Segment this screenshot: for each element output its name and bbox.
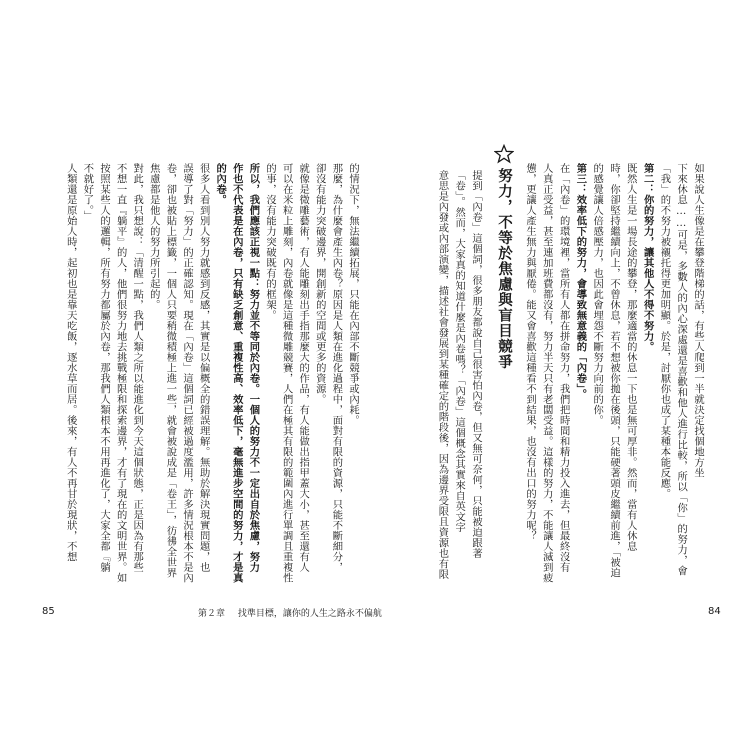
text-column: 卻沒有能力突破邊界，開創新的空間或更多的資源。 bbox=[313, 163, 326, 405]
text-column: 不就好了。」 bbox=[81, 163, 94, 221]
text-column: 不想一直『躺平』的人，他們很努力地去挑戰極限和探索邊界，才有了現在的文明世界。如 bbox=[114, 163, 127, 583]
running-title: 找準目標，讓你的人生之路永不偏航 bbox=[237, 609, 382, 619]
text-column: 「我」的不努力被襯托得更加明顯。於是，討厭你也成了某種本能反應。 bbox=[658, 163, 671, 499]
text-column: 所以，我們應該正視一點：努力並不等同於內卷。一個人的努力不一定出自於焦慮，努力 bbox=[247, 163, 260, 573]
text-column: 第二：你的努力，讓其他人不得不努力。 bbox=[641, 163, 654, 352]
chapter-label: 第２章 bbox=[198, 609, 226, 619]
page-number-right: 84 bbox=[708, 606, 721, 617]
text-column: 的內卷。 bbox=[214, 163, 227, 205]
page-number-left: 85 bbox=[42, 606, 55, 617]
text-column: 人類還是原始人時，起初也是靠天吃飯，逐水草而居。後來，有人不再甘於現狀，不想 bbox=[64, 163, 77, 562]
text-column: 可以在米粒上雕刻，內卷就像是這種微雕競賽，人們在極其有限的範圍內進行單調且重複性 bbox=[280, 163, 293, 583]
text-column: 如果說人生像是在攀登階梯的話，有些人爬到一半就決定找個地方坐 bbox=[692, 163, 704, 478]
text-column: 意思是內發或內部演變，描述社會發展到某種確定的階段後，因為邊界受限且資源也有限 bbox=[436, 170, 449, 580]
text-column: 卷，卻也被貼上標籤，一個人只要稍微積極上進一些，就會被說成是「卷王」，彷彿全世界 bbox=[164, 163, 177, 578]
text-column: 在「內卷」的環境裡，當所有人都在拼命努力，我們把時間和精力投入進去，但最終沒有 bbox=[557, 163, 570, 573]
text-column: 的感覺讓人倍感壓力，也因此會埋怨不斷努力向前的你。 bbox=[591, 163, 604, 426]
text-column: 作也不代表是在內卷，只有缺乏創意、重複性高、效率低下，毫無進步空間的努力，才是真 bbox=[230, 163, 243, 583]
text-column: 憊，更讓人產生無力與厭倦。能又會喜歡這種看不到結果，也沒有出口的努力呢？ bbox=[524, 163, 536, 541]
text-column: 的事，沒有能力突破既有的框架。 bbox=[264, 163, 276, 321]
text-column: 時，你卻堅持繼續向上，不曾休息，若不想被你拋在後頭，只能硬著頭皮繼續前進，「被迫 bbox=[608, 163, 620, 578]
text-column: 的情況下，無法繼續拓展，只能在內部不斷競爭或內耗。 bbox=[347, 163, 359, 426]
text-column: 按照某些人的邏輯，所有努力都屬於內卷，那我們人類根本不用再進化了，大家全都『躺 bbox=[98, 163, 110, 573]
text-column: 對此，我只想說：「清醒一點，我們人類之所以能進化到今天這個狀態，正是因為有那些 bbox=[131, 163, 144, 573]
text-column: 提到「內卷」這個詞，很多朋友都說自己很害怕內卷，但又無可奈何，只能被迫跟著 bbox=[470, 170, 482, 559]
section-heading: 努力，不等於焦慮與盲目競爭 bbox=[496, 168, 512, 370]
text-column: 那麼，為什麼會產生內卷？原因是人類在進化過程中，面對有限的資源，只能不斷細分， bbox=[330, 163, 343, 573]
text-column: 「卷」。然而，大家真的知道什麼是內卷嗎？「內卷」這個概念其實來自英文字 bbox=[453, 170, 466, 533]
star-icon bbox=[494, 144, 514, 164]
text-column: 下來休息……可是，多數人的內心深處還是喜歡和他人進行比較，所以「你」的努力，會 bbox=[675, 163, 688, 576]
text-column: 很多人看到別人努力就感到反感，其實是以偏概全的錯誤理解。無助於解決現實問題，也 bbox=[197, 163, 210, 573]
text-column: 誤導了對「努力」的正確認知。現在「內卷」這個詞已經被過度濫用，許多情況根本不是內 bbox=[181, 163, 193, 583]
running-header bbox=[198, 606, 382, 619]
text-column: 既然人生是一場長途的攀登，那麼適當的休息一下也是無可厚非。然而，當有人休息 bbox=[624, 163, 637, 552]
text-column: 焦慮都是他人的努力所引起的。 bbox=[147, 163, 160, 310]
text-column: 第三：效率低下的努力，會導致無意義的「內卷」。 bbox=[574, 163, 587, 400]
text-column: 人真正受益，甚至連加班費都沒有，努力半天只有老闆受益。這樣的努力，不能讓人滅到疲 bbox=[540, 163, 553, 583]
text-column: 就像是微雕藝術，有人能雕刻出手指那麼大的作品，有人能做出指甲蓋大小，甚至還有人 bbox=[297, 163, 310, 573]
